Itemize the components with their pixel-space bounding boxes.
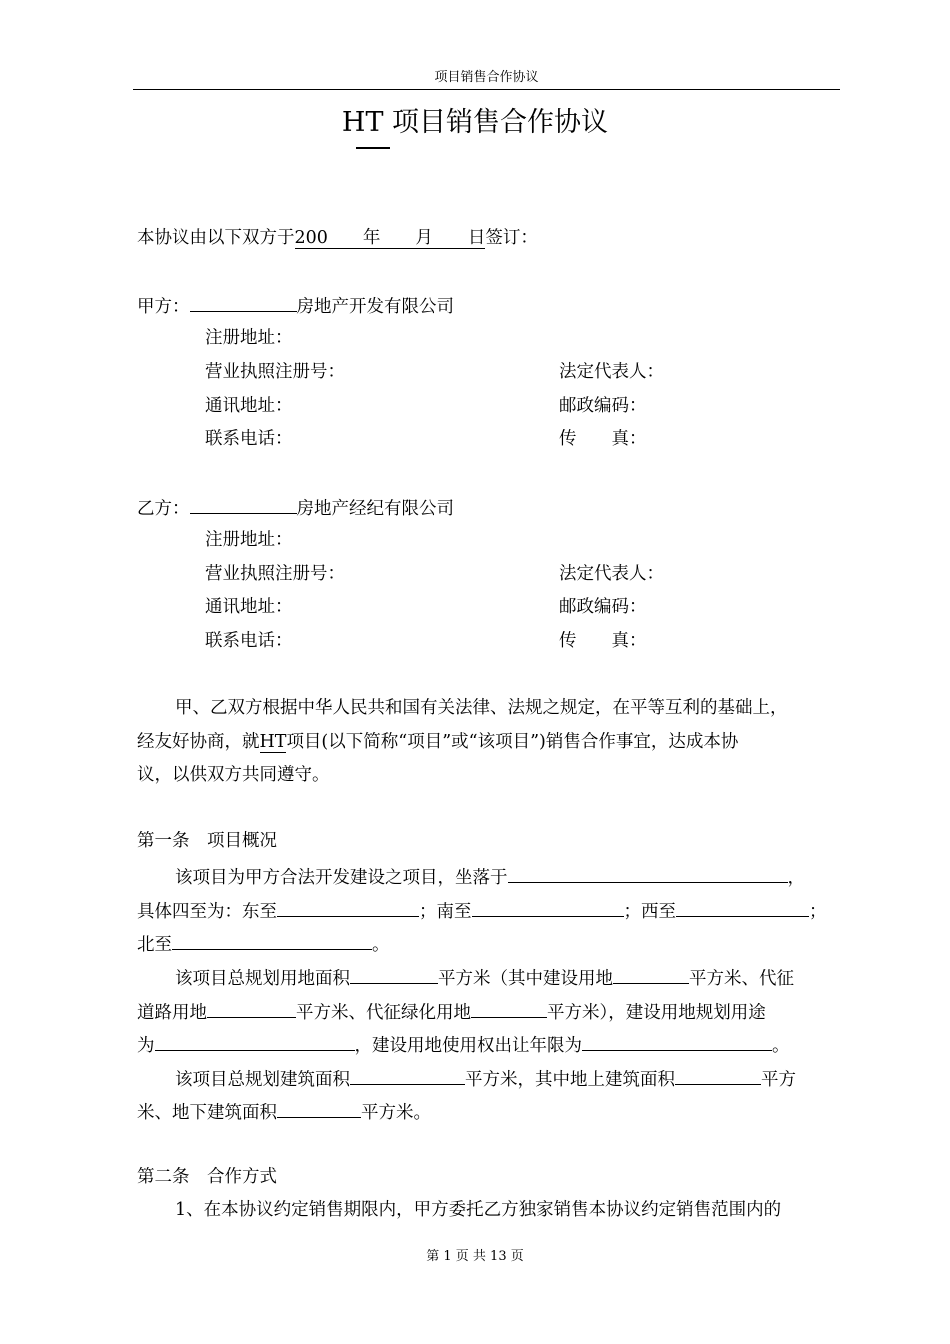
signing-line [137, 226, 538, 250]
underground-area-blank[interactable] [277, 1098, 361, 1118]
underground-area-label: 米、地下建筑面积 [137, 1103, 277, 1123]
article-1-line-5 [137, 998, 766, 1025]
construction-land-blank[interactable] [613, 964, 689, 984]
running-header: 项目销售合作协议 [434, 70, 539, 85]
north-blank[interactable] [172, 930, 372, 950]
land-term-blank[interactable] [582, 1031, 772, 1051]
article-1-line-4 [175, 964, 794, 991]
punctuation: 。 [772, 1036, 790, 1056]
party-a-name-blank[interactable] [190, 292, 297, 312]
article-1-line-8 [137, 1098, 431, 1125]
preamble-line-2 [137, 730, 738, 754]
party-a-company-suffix: 房地产开发有限公司 [296, 297, 454, 317]
party-b-postcode: 邮政编码： [559, 597, 647, 617]
unit-start: 平方 [761, 1070, 796, 1090]
north-label: 北至 [137, 935, 172, 955]
project-name: HT [259, 732, 287, 752]
south-blank[interactable] [472, 897, 624, 917]
east-blank[interactable] [277, 897, 419, 917]
party-b-reg-address: 注册地址： [205, 530, 293, 550]
total-land-area-blank[interactable] [350, 964, 438, 984]
above-ground-area-label: 平方米，其中地上建筑面积 [465, 1070, 675, 1090]
title-underline-mark [356, 147, 390, 149]
party-a-legal-rep: 法定代表人： [559, 362, 664, 382]
total-floor-area-blank[interactable] [350, 1065, 465, 1085]
party-a-line [137, 292, 454, 319]
party-a-mail-address: 通讯地址： [205, 396, 293, 416]
party-b-fax: 传 真： [559, 631, 647, 651]
punctuation: ； [809, 902, 827, 922]
article-1-line-3 [137, 930, 390, 957]
land-term-label: ，建设用地使用权出让年限为 [354, 1036, 582, 1056]
land-use-prefix: 为 [137, 1036, 155, 1056]
signing-prefix: 本协议由以下双方于 [137, 228, 295, 248]
page-number: 第 1 页 共 13 页 [426, 1249, 524, 1264]
location-label: 该项目为甲方合法开发建设之项目，坐落于 [175, 868, 508, 888]
punctuation: 。 [372, 935, 390, 955]
road-land-label: 道路用地 [137, 1003, 207, 1023]
punctuation: ， [787, 868, 805, 888]
party-a-postcode: 邮政编码： [559, 396, 647, 416]
party-b-name-blank[interactable] [190, 494, 297, 514]
preamble-line-1: 甲、乙双方根据中华人民共和国有关法律、法规之规定，在平等互利的基础上， [175, 698, 788, 718]
article-1-heading: 第一条 项目概况 [137, 831, 277, 851]
preamble-line-3: 议，以供双方共同遵守。 [137, 765, 330, 785]
signing-date-field[interactable]: 200 年 月 日 [294, 228, 486, 248]
total-floor-area-label: 该项目总规划建筑面积 [175, 1070, 350, 1090]
construction-land-label: 平方米（其中建设用地 [438, 969, 613, 989]
west-label: ；西至 [623, 902, 676, 922]
preamble-line-2-end: 项目(以下简称“项目”或“该项目”)销售合作事宜，达成本协 [286, 732, 739, 752]
road-land-label-start: 平方米、代征 [689, 969, 794, 989]
party-b-phone: 联系电话： [205, 631, 293, 651]
land-use-blank[interactable] [155, 1031, 355, 1051]
party-b-license-no: 营业执照注册号： [205, 564, 345, 584]
article-1-line-7 [175, 1065, 796, 1092]
party-b-company-suffix: 房地产经纪有限公司 [296, 499, 454, 519]
total-land-area-label: 该项目总规划用地面积 [175, 969, 350, 989]
document-title: HT 项目销售合作协议 [341, 107, 609, 138]
party-a-phone: 联系电话： [205, 429, 293, 449]
article-2-heading: 第二条 合作方式 [137, 1167, 277, 1187]
land-use-label: 平方米），建设用地规划用途 [547, 1003, 766, 1023]
article-1-line-6 [137, 1031, 790, 1058]
party-a-license-no: 营业执照注册号： [205, 362, 345, 382]
party-a-label: 甲方： [137, 297, 190, 317]
green-land-blank[interactable] [471, 998, 547, 1018]
party-b-line [137, 494, 454, 521]
party-b-mail-address: 通讯地址： [205, 597, 293, 617]
party-a-reg-address: 注册地址： [205, 328, 293, 348]
unit-end: 平方米。 [361, 1103, 431, 1123]
header-rule [133, 89, 840, 90]
article-1-line-1 [175, 863, 805, 890]
preamble-line-2-start: 经友好协商，就 [137, 732, 260, 752]
south-label: ；南至 [419, 902, 472, 922]
party-b-legal-rep: 法定代表人： [559, 564, 664, 584]
location-blank[interactable] [508, 863, 788, 883]
party-b-label: 乙方： [137, 499, 190, 519]
article-1-line-2 [137, 897, 827, 924]
east-label: 具体四至为：东至 [137, 902, 277, 922]
green-land-label: 平方米、代征绿化用地 [296, 1003, 471, 1023]
above-ground-area-blank[interactable] [675, 1065, 761, 1085]
signing-suffix: 签订： [485, 228, 538, 248]
article-2-line-1: 1、在本协议约定销售期限内，甲方委托乙方独家销售本协议约定销售范围内的 [175, 1200, 782, 1220]
party-a-fax: 传 真： [559, 429, 647, 449]
west-blank[interactable] [676, 897, 809, 917]
road-land-blank[interactable] [207, 998, 296, 1018]
